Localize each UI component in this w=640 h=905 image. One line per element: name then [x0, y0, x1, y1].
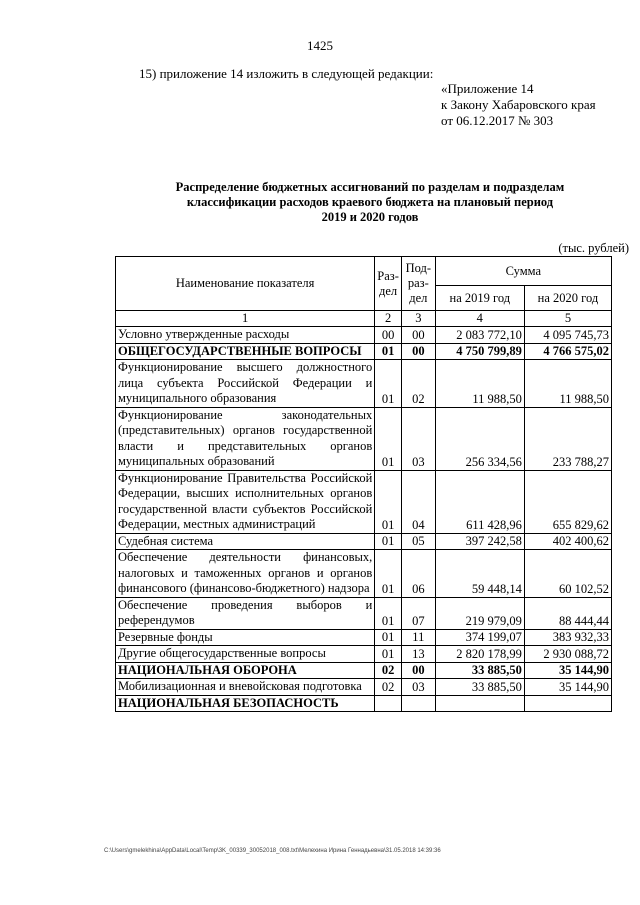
row-podrazdel	[401, 695, 435, 712]
col-number-2: 2	[375, 311, 402, 327]
row-razdel: 01	[375, 629, 402, 646]
row-razdel: 01	[375, 343, 402, 360]
row-amount-2020: 35 144,90	[524, 662, 611, 679]
row-razdel: 01	[375, 597, 402, 629]
row-name: ОБЩЕГОСУДАРСТВЕННЫЕ ВОПРОСЫ	[116, 343, 375, 360]
row-razdel: 01	[375, 550, 402, 598]
col-number-3: 3	[401, 311, 435, 327]
table-row	[116, 646, 612, 663]
row-razdel: 02	[375, 662, 402, 679]
table-row	[116, 597, 612, 629]
table-row	[116, 470, 612, 533]
header-name: Наименование показателя	[116, 257, 375, 311]
table-row	[116, 679, 612, 696]
table-row	[116, 695, 612, 712]
row-amount-2020: 4 766 575,02	[524, 343, 611, 360]
row-podrazdel: 11	[401, 629, 435, 646]
table-row	[116, 550, 612, 598]
row-amount-2020: 88 444,44	[524, 597, 611, 629]
row-amount-2019: 397 242,58	[435, 533, 524, 550]
appendix-line-2: к Закону Хабаровского края	[441, 97, 596, 112]
row-amount-2019	[435, 695, 524, 712]
row-amount-2020: 4 095 745,73	[524, 327, 611, 344]
row-name: Обеспечение проведения выборов и референдумов	[116, 597, 375, 629]
document-title	[110, 180, 630, 225]
row-amount-2020	[524, 695, 611, 712]
row-name: Другие общегосударственные вопросы	[116, 646, 375, 663]
row-name: Обеспечение деятельности финансовых, налоговых и таможенных органов и органов финансового (финансово-бюджетного) надзора	[116, 550, 375, 598]
appendix-line-3: от 06.12.2017 № 303	[441, 113, 554, 128]
col-number-5: 5	[524, 311, 611, 327]
row-podrazdel: 03	[401, 407, 435, 470]
header-2020: на 2020 год	[524, 286, 611, 311]
row-amount-2019: 219 979,09	[435, 597, 524, 629]
row-podrazdel: 04	[401, 470, 435, 533]
row-amount-2019: 611 428,96	[435, 470, 524, 533]
units-label: (тыс. рублей)	[558, 241, 629, 255]
row-amount-2019: 33 885,50	[435, 679, 524, 696]
row-name: Функционирование высшего должностного лица субъекта Российской Федерации и муниципального образования	[116, 360, 375, 408]
row-amount-2019: 33 885,50	[435, 662, 524, 679]
row-razdel: 01	[375, 646, 402, 663]
row-name: Функционирование Правительства Российской Федерации, высших исполнительных органов государственной власти субъектов Российской Федерации, местных администраций	[116, 470, 375, 533]
row-podrazdel: 07	[401, 597, 435, 629]
row-name: НАЦИОНАЛЬНАЯ ОБОРОНА	[116, 662, 375, 679]
row-podrazdel: 06	[401, 550, 435, 598]
col-number-1: 1	[116, 311, 375, 327]
row-name: Резервные фонды	[116, 629, 375, 646]
row-podrazdel: 00	[401, 343, 435, 360]
row-amount-2020: 2 930 088,72	[524, 646, 611, 663]
row-razdel: 01	[375, 533, 402, 550]
intro-text: 15) приложение 14 изложить в следующей редакции:	[139, 66, 434, 81]
appendix-reference	[441, 81, 596, 129]
row-razdel: 01	[375, 360, 402, 408]
header-2019: на 2019 год	[435, 286, 524, 311]
row-podrazdel: 00	[401, 662, 435, 679]
row-razdel: 01	[375, 470, 402, 533]
table-row	[116, 533, 612, 550]
title-line-3: 2019 и 2020 годов	[321, 210, 419, 224]
table-row	[116, 407, 612, 470]
title-line-1: Распределение бюджетных ассигнований по разделам и подразделам	[175, 180, 565, 194]
row-amount-2020: 655 829,62	[524, 470, 611, 533]
budget-table	[115, 256, 612, 712]
appendix-line-1: «Приложение 14	[441, 81, 534, 96]
col-number-4: 4	[435, 311, 524, 327]
title-line-2: классификации расходов краевого бюджета на плановый период	[186, 195, 554, 209]
table-row	[116, 327, 612, 344]
row-name: Судебная система	[116, 533, 375, 550]
row-name: Функционирование законодательных (представительных) органов государственной власти и представительных органов муниципальных образований	[116, 407, 375, 470]
row-amount-2020: 11 988,50	[524, 360, 611, 408]
row-podrazdel: 13	[401, 646, 435, 663]
row-razdel	[375, 695, 402, 712]
row-name: НАЦИОНАЛЬНАЯ БЕЗОПАСНОСТЬ	[116, 695, 375, 712]
row-podrazdel: 03	[401, 679, 435, 696]
table-row	[116, 662, 612, 679]
row-amount-2019: 2 820 178,99	[435, 646, 524, 663]
row-amount-2020: 402 400,62	[524, 533, 611, 550]
row-amount-2019: 2 083 772,10	[435, 327, 524, 344]
row-name: Условно утвержденные расходы	[116, 327, 375, 344]
row-amount-2019: 11 988,50	[435, 360, 524, 408]
row-amount-2020: 233 788,27	[524, 407, 611, 470]
header-summa: Сумма	[435, 257, 611, 286]
row-amount-2020: 60 102,52	[524, 550, 611, 598]
row-amount-2020: 383 932,33	[524, 629, 611, 646]
row-podrazdel: 02	[401, 360, 435, 408]
row-podrazdel: 00	[401, 327, 435, 344]
row-razdel: 00	[375, 327, 402, 344]
table-row	[116, 629, 612, 646]
header-razdel: Раз-дел	[375, 257, 402, 311]
row-name: Мобилизационная и вневойсковая подготовка	[116, 679, 375, 696]
row-razdel: 01	[375, 407, 402, 470]
row-podrazdel: 05	[401, 533, 435, 550]
row-amount-2019: 59 448,14	[435, 550, 524, 598]
row-razdel: 02	[375, 679, 402, 696]
row-amount-2019: 374 199,07	[435, 629, 524, 646]
row-amount-2019: 4 750 799,89	[435, 343, 524, 360]
page-number: 1425	[307, 38, 333, 53]
table-row	[116, 343, 612, 360]
table-row	[116, 360, 612, 408]
row-amount-2019: 256 334,56	[435, 407, 524, 470]
row-amount-2020: 35 144,90	[524, 679, 611, 696]
file-path-footer: C:\Users\gmelekhina\AppData\Local\Temp\3K_00339_30052018_008.txt\Мелехина Ирина Геннадьевна\31.05.2018 14:39:36	[104, 848, 441, 854]
header-podrazdel: Под-раз-дел	[401, 257, 435, 311]
